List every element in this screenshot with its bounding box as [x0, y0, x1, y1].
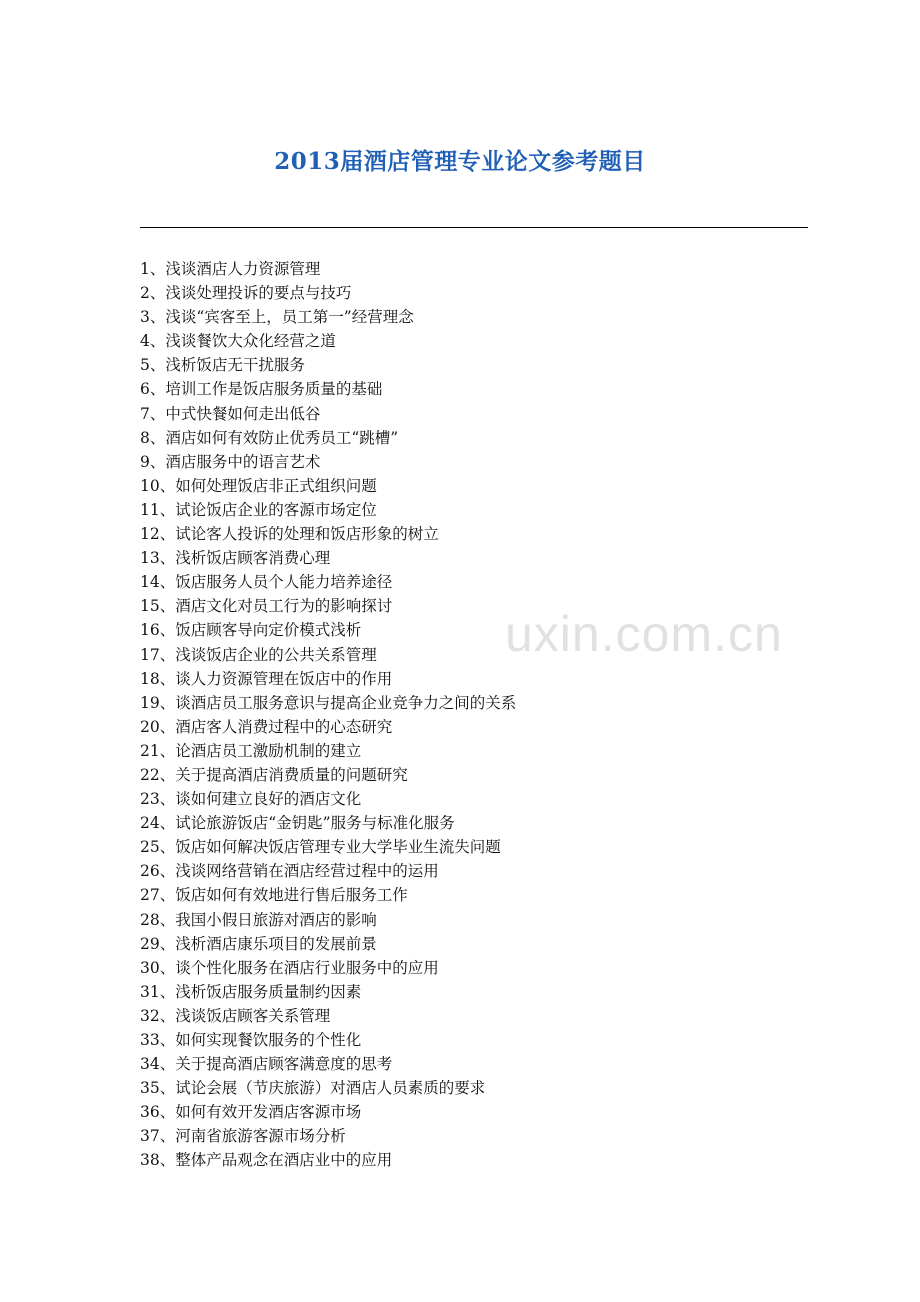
watermark: uxin.com.cn [505, 606, 783, 662]
topic-item: 24、试论旅游饭店“金钥匙”服务与标准化服务 [140, 814, 455, 833]
topic-item: 4、浅谈餐饮大众化经营之道 [140, 332, 336, 351]
topic-item: 34、关于提高酒店顾客满意度的思考 [140, 1055, 393, 1074]
topic-item: 11、试论饭店企业的客源市场定位 [140, 500, 377, 519]
topic-item: 15、酒店文化对员工行为的影响探讨 [140, 597, 393, 616]
topic-item: 28、我国小假日旅游对酒店的影响 [140, 910, 377, 929]
topic-item: 27、饭店如何有效地进行售后服务工作 [140, 886, 408, 905]
topic-item: 37、河南省旅游客源市场分析 [140, 1127, 346, 1146]
topic-item: 3、浅谈“宾客至上，员工第一”经营理念 [140, 308, 414, 327]
topic-item: 6、培训工作是饭店服务质量的基础 [140, 380, 383, 399]
topic-item: 32、浅谈饭店顾客关系管理 [140, 1006, 331, 1025]
topic-item: 21、论酒店员工激励机制的建立 [140, 741, 362, 760]
topic-item: 14、饭店服务人员个人能力培养途径 [140, 573, 393, 592]
topic-item: 17、浅谈饭店企业的公共关系管理 [140, 645, 377, 664]
topic-item: 36、如何有效开发酒店客源市场 [140, 1103, 362, 1122]
topic-item: 26、浅谈网络营销在酒店经营过程中的运用 [140, 862, 439, 881]
topic-item: 5、浅析饭店无干扰服务 [140, 356, 305, 375]
topic-item: 18、谈人力资源管理在饭店中的作用 [140, 669, 393, 688]
topic-item: 29、浅析酒店康乐项目的发展前景 [140, 934, 377, 953]
topic-item: 25、饭店如何解决饭店管理专业大学毕业生流失问题 [140, 838, 501, 857]
topic-item: 7、中式快餐如何走出低谷 [140, 404, 321, 423]
topic-item: 23、谈如何建立良好的酒店文化 [140, 790, 362, 809]
topic-item: 2、浅谈处理投诉的要点与技巧 [140, 284, 352, 303]
topic-item: 19、谈酒店员工服务意识与提高企业竞争力之间的关系 [140, 693, 517, 712]
title-divider [140, 227, 808, 228]
topic-list [140, 257, 516, 1173]
topic-item: 31、浅析饭店服务质量制约因素 [140, 982, 362, 1001]
topic-item: 13、浅析饭店顾客消费心理 [140, 549, 331, 568]
topic-item: 9、酒店服务中的语言艺术 [140, 452, 321, 471]
topic-item: 35、试论会展（节庆旅游）对酒店人员素质的要求 [140, 1079, 486, 1098]
document-title: 2013届酒店管理专业论文参考题目 [274, 148, 646, 175]
topic-item: 16、饭店顾客导向定价模式浅析 [140, 621, 362, 640]
topic-item: 1、浅谈酒店人力资源管理 [140, 260, 321, 278]
topic-item: 12、试论客人投诉的处理和饭店形象的树立 [140, 525, 439, 544]
topic-item: 33、如何实现餐饮服务的个性化 [140, 1031, 362, 1049]
topic-item: 30、谈个性化服务在酒店行业服务中的应用 [140, 958, 439, 977]
topic-item: 20、酒店客人消费过程中的心态研究 [140, 717, 393, 736]
topic-item: 10、如何处理饭店非正式组织问题 [140, 476, 377, 495]
topic-item: 38、整体产品观念在酒店业中的应用 [140, 1151, 393, 1170]
topic-item: 8、酒店如何有效防止优秀员工“跳槽” [140, 428, 399, 447]
topic-item: 22、关于提高酒店消费质量的问题研究 [140, 765, 408, 784]
